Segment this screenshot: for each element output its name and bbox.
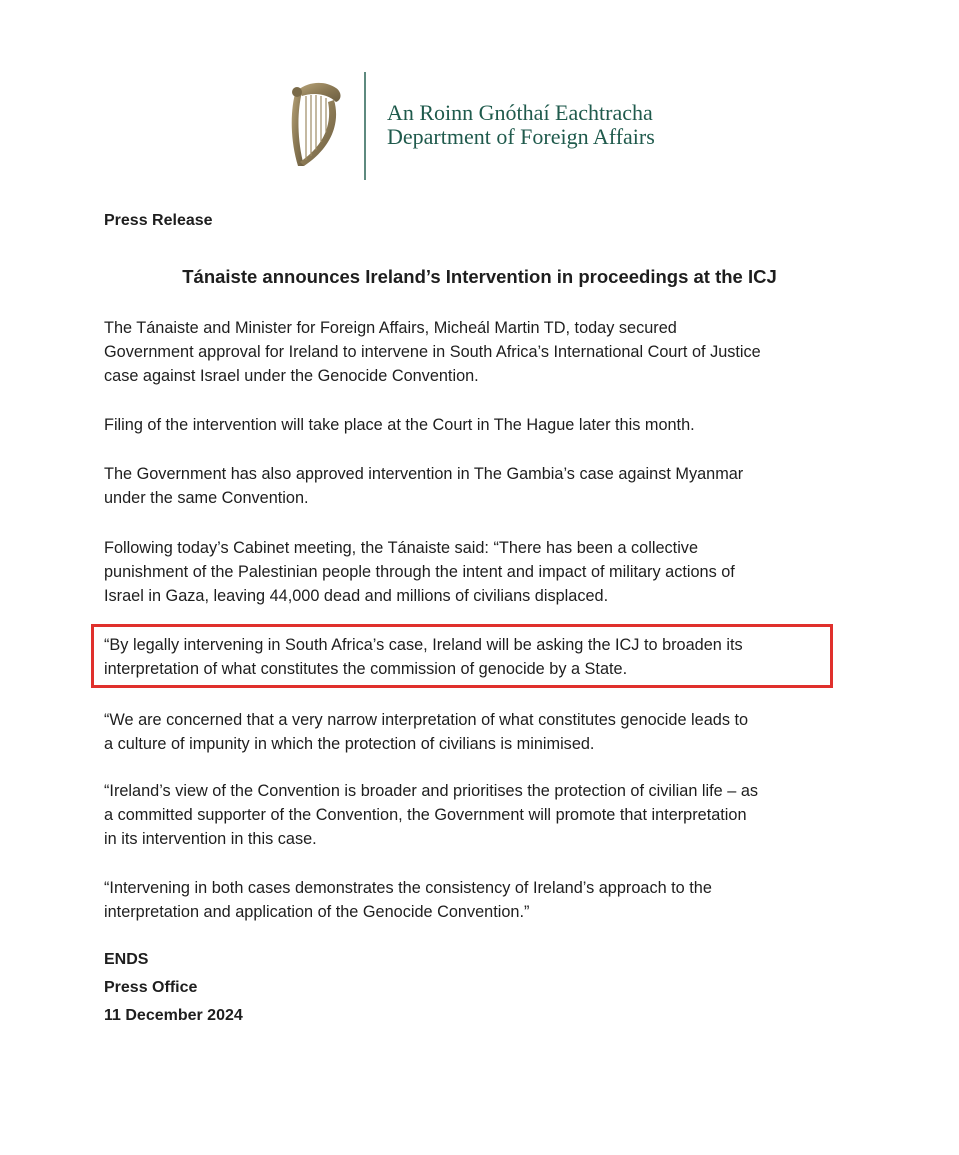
- paragraph-line: punishment of the Palestinian people through the intent and impact of military actions of: [104, 563, 735, 581]
- press-release-headline: Tánaiste announces Ireland’s Intervention in proceedings at the ICJ: [182, 266, 777, 287]
- press-office-label: Press Office: [104, 979, 198, 996]
- paragraph-line: The Government has also approved intervention in The Gambia’s case against Myanmar: [104, 465, 744, 483]
- paragraph-line: a committed supporter of the Convention, the Government will promote that interpretation: [104, 806, 747, 824]
- paragraph-line: “Intervening in both cases demonstrates the consistency of Ireland’s approach to the: [104, 879, 712, 897]
- paragraph-line: “We are concerned that a very narrow interpretation of what constitutes genocide leads to: [104, 711, 749, 729]
- paragraph-line: “By legally intervening in South Africa’s case, Ireland will be asking the ICJ to broaden its: [104, 636, 743, 654]
- release-date: 11 December 2024: [104, 1007, 243, 1024]
- paragraph-line: Government approval for Ireland to intervene in South Africa’s International Court of Justice: [104, 343, 761, 361]
- harp-emblem-icon: [284, 80, 346, 172]
- body-paragraph: [104, 779, 864, 851]
- paragraph-line: “Ireland’s view of the Convention is broader and prioritises the protection of civilian life – as: [104, 782, 759, 800]
- paragraph-line: under the same Convention.: [104, 489, 309, 507]
- document-label: Press Release: [104, 212, 213, 229]
- body-paragraph: [104, 536, 864, 608]
- body-paragraph: [104, 413, 864, 437]
- body-paragraph: [104, 876, 864, 924]
- ends-marker: ENDS: [104, 951, 149, 968]
- paragraph-line: in its intervention in this case.: [104, 830, 317, 848]
- body-paragraph: [104, 462, 864, 510]
- body-paragraph: [104, 708, 864, 756]
- paragraph-line: interpretation of what constitutes the commission of genocide by a State.: [104, 660, 628, 678]
- department-name-english: Department of Foreign Affairs: [387, 124, 655, 149]
- letterhead: [0, 0, 959, 200]
- paragraph-line: interpretation and application of the Genocide Convention.”: [104, 903, 530, 921]
- paragraph-line: Following today’s Cabinet meeting, the Tánaiste said: “There has been a collective: [104, 539, 699, 557]
- paragraph-line: Filing of the intervention will take place at the Court in The Hague later this month.: [104, 416, 695, 434]
- body-paragraph: [104, 316, 864, 388]
- paragraph-line: The Tánaiste and Minister for Foreign Affairs, Micheál Martin TD, today secured: [104, 319, 677, 337]
- letterhead-divider: [364, 72, 366, 180]
- paragraph-line: a culture of impunity in which the protection of civilians is minimised.: [104, 735, 595, 753]
- paragraph-line: Israel in Gaza, leaving 44,000 dead and millions of civilians displaced.: [104, 587, 609, 605]
- highlighted-paragraph: [104, 633, 864, 681]
- paragraph-line: case against Israel under the Genocide Convention.: [104, 367, 479, 385]
- department-name-irish: An Roinn Gnóthaí Eachtracha: [387, 100, 653, 125]
